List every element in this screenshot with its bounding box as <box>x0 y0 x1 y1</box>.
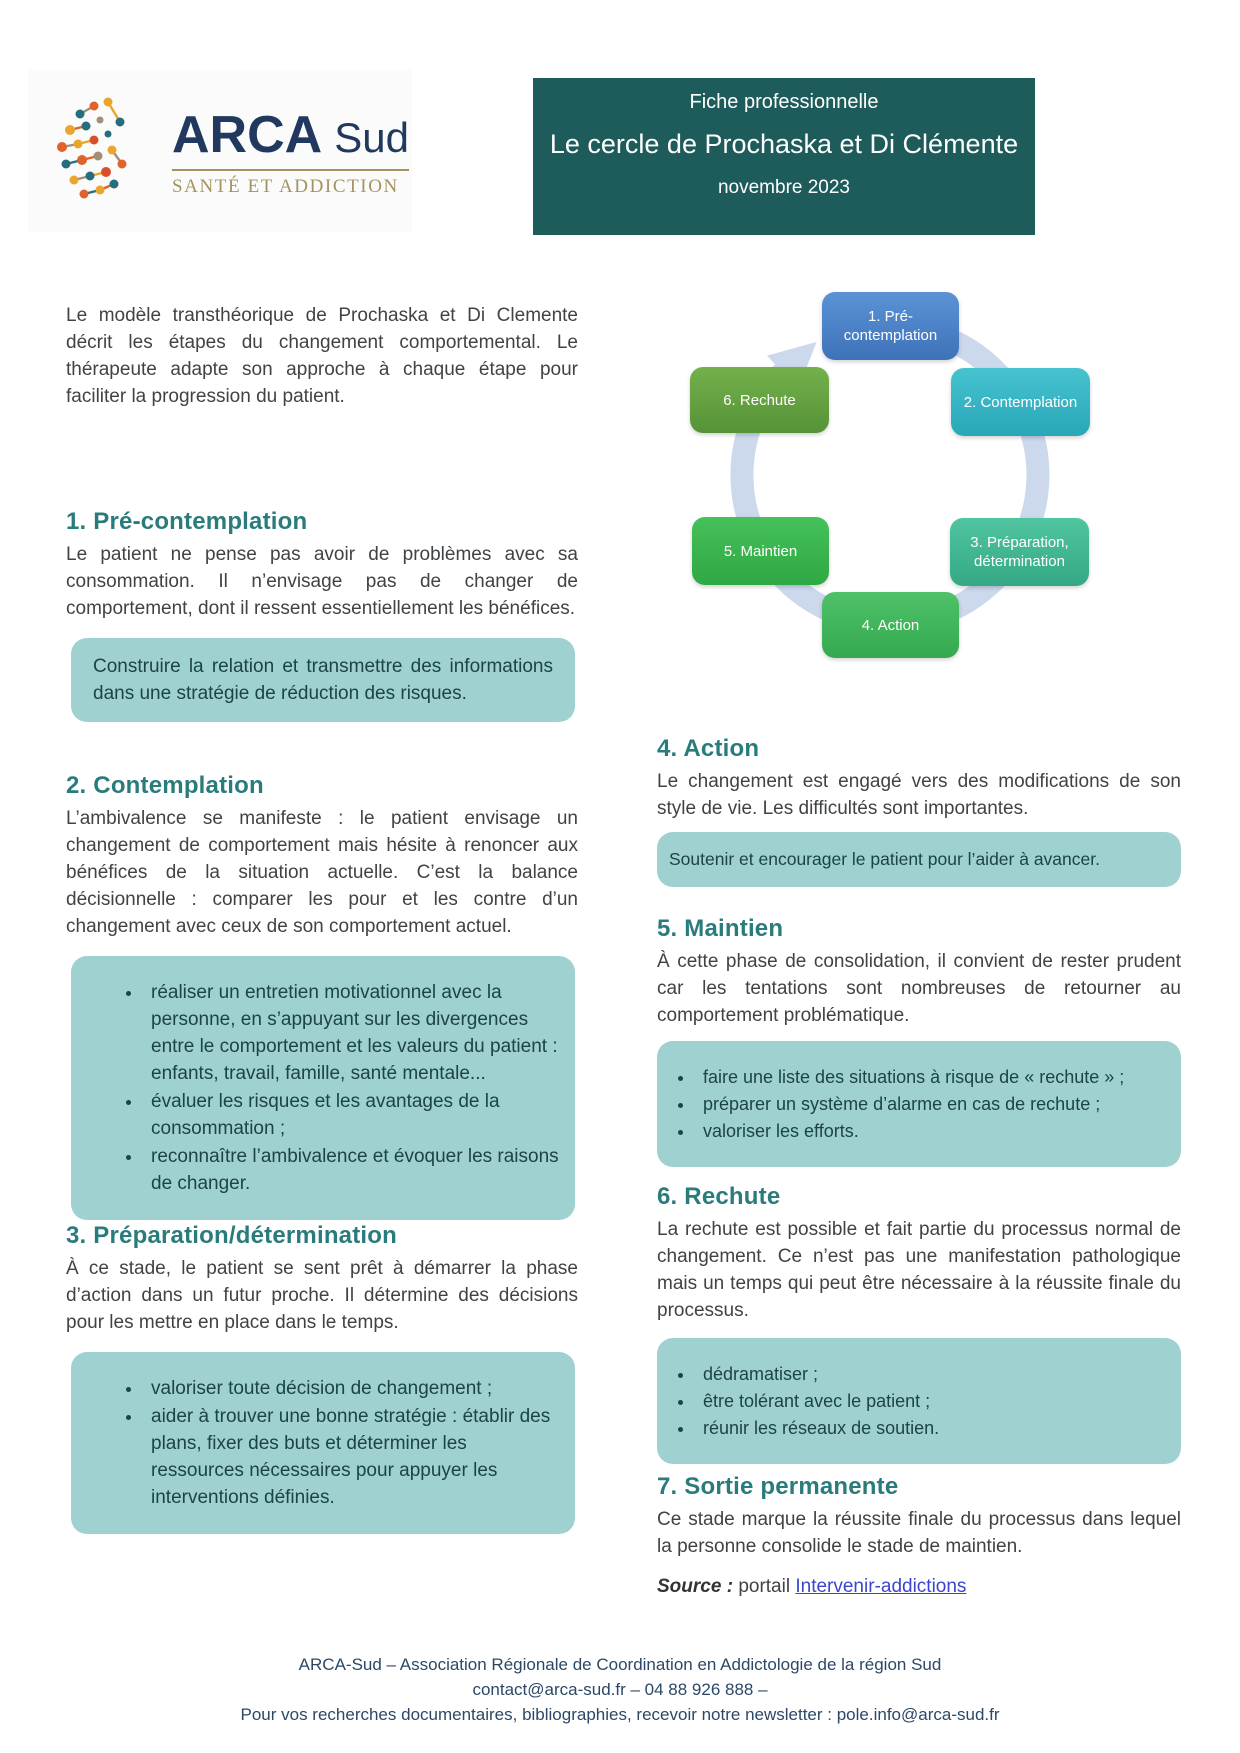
section-precontemplation <box>66 508 578 722</box>
section-body: Ce stade marque la réussite finale du processus dans lequel la personne consolide le stade de maintien. <box>657 1509 1181 1557</box>
section-body: À ce stade, le patient se sent prêt à démarrer la phase d’action dans un futur proche. Il détermine des décisions pour les mettre en place dans le temps. <box>66 1258 578 1333</box>
advice-bullet-list <box>657 1361 1167 1441</box>
section-preparation <box>66 1222 578 1534</box>
footer-line-contact: contact@arca-sud.fr – 04 88 926 888 – <box>472 1680 768 1699</box>
section-heading: 2. Contemplation <box>66 772 264 799</box>
section-heading: 3. Préparation/détermination <box>66 1222 398 1249</box>
section-heading: 4. Action <box>657 735 760 762</box>
network-dots-icon <box>50 92 162 210</box>
advice-bullet-list <box>71 1375 561 1511</box>
cycle-step-label: 3. Préparation, détermination <box>970 534 1069 570</box>
advice-box: Construire la relation et transmettre des informations dans une stratégie de réduction des risques. <box>71 638 575 722</box>
bullet-item: • reconnaître l’ambivalence et évoquer les raisons de changer. <box>143 1143 561 1197</box>
bullet-item: • dédramatiser ; <box>695 1361 1167 1387</box>
cycle-step-label: 6. Rechute <box>723 391 796 409</box>
source-prefix: portail <box>738 1576 791 1597</box>
section-body: Le changement est engagé vers des modifications de son style de vie. Les difficultés sont importantes. <box>657 771 1181 819</box>
advice-box <box>71 956 575 1220</box>
source-link[interactable]: Intervenir-addictions <box>795 1576 967 1597</box>
advice-box <box>71 1352 575 1534</box>
title-banner <box>533 78 1035 235</box>
footer-line-newsletter: Pour vos recherches documentaires, bibliographies, recevoir notre newsletter : pole.info@arca-sud.fr <box>240 1705 1000 1724</box>
source-line <box>657 1576 1181 1598</box>
cycle-step-contemplation <box>951 368 1090 436</box>
bullet-item: • aider à trouver une bonne stratégie : établir des plans, fixer des buts et déterminer les ressources nécessaires pour appuyer les interventions définies. <box>143 1403 561 1511</box>
advice-bullet-list <box>71 979 561 1197</box>
cycle-step-label: 4. Action <box>861 616 920 634</box>
advice-bullet-list <box>657 1064 1167 1144</box>
bullet-item: • évaluer les risques et les avantages de la consommation ; <box>143 1088 561 1142</box>
banner-kicker: Fiche professionnelle <box>689 91 879 113</box>
cycle-step-action <box>822 592 959 658</box>
cycle-step-label: 2. Contemplation <box>963 393 1078 411</box>
brand-tagline: SANTÉ ET ADDICTION <box>172 175 399 197</box>
source-label: Source : <box>657 1576 734 1597</box>
bullet-item: • réunir les réseaux de soutien. <box>695 1415 1167 1441</box>
bullet-item: • réaliser un entretien motivationnel avec la personne, en s’appuyant sur les divergences entre le comportement et les valeurs du patient : enfants, travail, famille, santé mentale... <box>143 979 561 1087</box>
logo-text <box>172 105 409 198</box>
page-title: Le cercle de Prochaska et Di Clémente <box>549 129 1019 159</box>
brand-suffix: Sud <box>334 113 409 161</box>
arca-sud-logo <box>28 70 412 232</box>
brand-name: ARCA <box>172 105 323 164</box>
bullet-item: • valoriser toute décision de changement ; <box>143 1375 561 1402</box>
bullet-item: • être tolérant avec le patient ; <box>695 1388 1167 1414</box>
intro-section <box>66 302 578 410</box>
bullet-item: • valoriser les efforts. <box>695 1118 1167 1144</box>
section-heading: 5. Maintien <box>657 915 784 942</box>
section-contemplation <box>66 772 578 1220</box>
cycle-step-precontemplation <box>822 292 959 360</box>
advice-box <box>657 1338 1181 1464</box>
section-body: À cette phase de consolidation, il convient de rester prudent car les tentations sont nombreuses de retourner au comportement problématique. <box>657 951 1181 1026</box>
section-heading: 7. Sortie permanente <box>657 1473 899 1500</box>
section-rechute <box>657 1183 1181 1464</box>
cycle-step-preparation <box>950 518 1089 586</box>
footer <box>0 1652 1240 1727</box>
advice-box: Soutenir et encourager le patient pour l’aider à avancer. <box>657 832 1181 887</box>
bullet-item: • faire une liste des situations à risque de « rechute » ; <box>695 1064 1167 1090</box>
section-body: L’ambivalence se manifeste : le patient envisage un changement de comportement mais hésite à renoncer aux bénéfices de la situation actuelle. C’est la balance décisionnelle : comparer les pour et les contre d’un changement avec ceux de son comportement actuel. <box>66 808 578 937</box>
section-sortie-permanente <box>657 1473 1181 1598</box>
footer-line-association: ARCA-Sud – Association Régionale de Coordination en Addictologie de la région Sud <box>298 1655 942 1674</box>
cycle-step-label: 1. Pré-contemplation <box>843 308 938 344</box>
bullet-item: • préparer un système d’alarme en cas de rechute ; <box>695 1091 1167 1117</box>
section-action <box>657 735 1181 887</box>
section-body: La rechute est possible et fait partie du processus normal de changement. Ce n’est pas une manifestation pathologique mais un temps qui peut être nécessaire à la réussite finale du processus. <box>657 1219 1181 1321</box>
advice-box <box>657 1041 1181 1167</box>
section-heading: 6. Rechute <box>657 1183 781 1210</box>
banner-date: novembre 2023 <box>717 177 851 198</box>
cycle-step-maintien <box>692 517 829 585</box>
brand-rule <box>172 169 409 171</box>
section-heading: 1. Pré-contemplation <box>66 508 308 535</box>
cycle-step-label: 5. Maintien <box>723 542 798 560</box>
section-maintien <box>657 915 1181 1167</box>
cycle-step-rechute <box>690 367 829 433</box>
section-body: Le patient ne pense pas avoir de problèmes avec sa consommation. Il n’envisage pas de changer de comportement, dont il ressent essentiellement les bénéfices. <box>66 544 578 619</box>
intro-paragraph: Le modèle transthéorique de Prochaska et Di Clemente décrit les étapes du changement comportemental. Le thérapeute adapte son approche à chaque étape pour faciliter la progression du patient. <box>66 305 578 407</box>
